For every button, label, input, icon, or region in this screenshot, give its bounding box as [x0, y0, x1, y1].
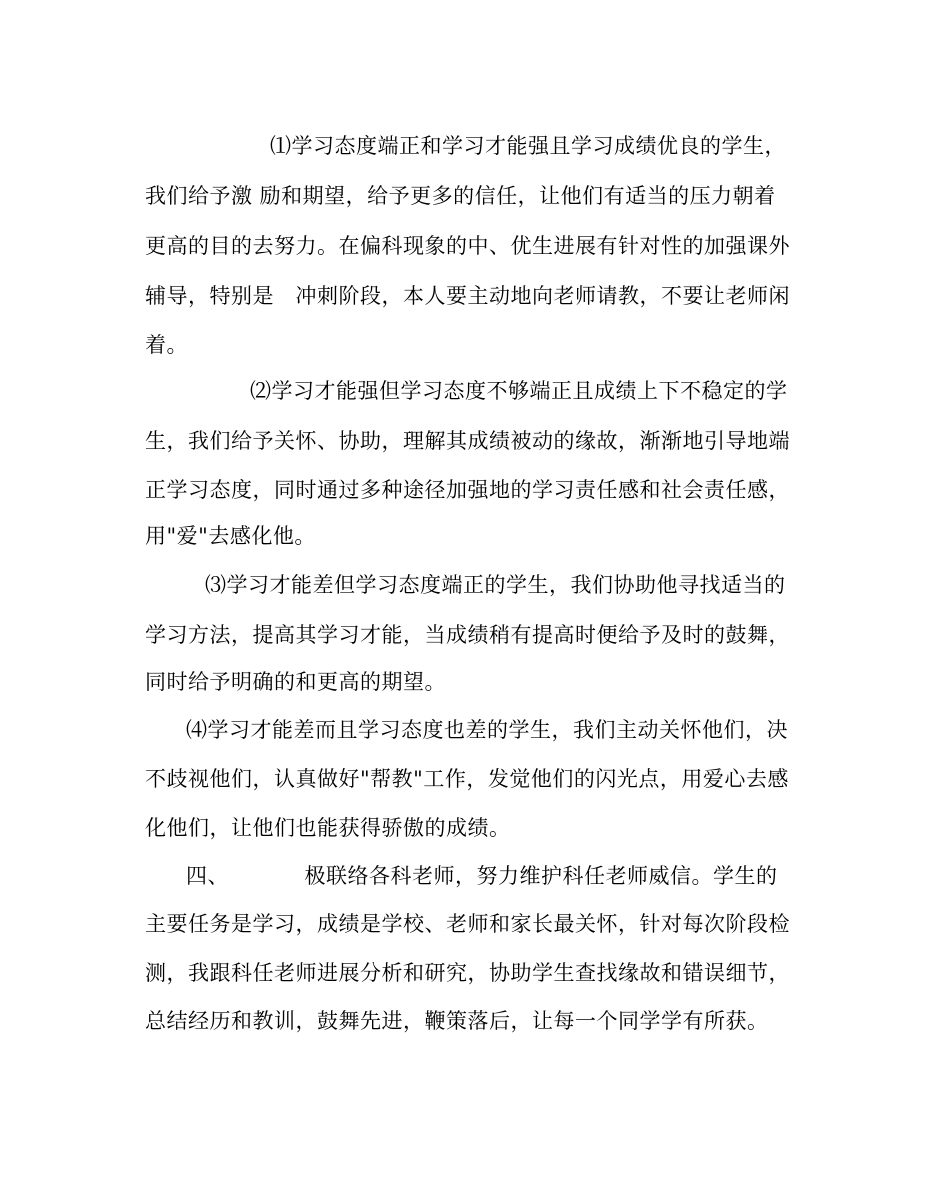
- text-line: 不歧视他们，认真做好"帮教"工作，发觉他们的闪光点，用爱心去感: [145, 767, 789, 791]
- text-line: ⑴学习态度端正和学习才能强且学习成绩优良的学生，: [270, 134, 786, 158]
- text-line: 四、 极联络各科老师，努力维护科任老师威信。学生的: [186, 864, 778, 888]
- text-line: 主要任务是学习，成绩是学校、老师和家长最关怀，针对每次阶段检: [145, 912, 790, 936]
- text-line: 我们给予激 励和期望，给予更多的信任，让他们有适当的压力朝着: [145, 184, 776, 208]
- text-line: 更高的目的去努力。在偏科现象的中、优生进展有针对性的加强课外: [145, 234, 790, 258]
- text-line: 测，我跟科任老师进展分析和研究，协助学生查找缘故和错误细节，: [145, 961, 790, 985]
- text-line: 用"爱"去感化他。: [145, 524, 316, 548]
- text-line: ⑵学习才能强但学习态度不够端正且成绩上下不稳定的学: [250, 379, 788, 403]
- text-line: 正学习态度，同时通过多种途径加强地的学习责任感和社会责任感，: [145, 478, 790, 502]
- text-line: 生，我们给予关怀、协助，理解其成绩被动的缘故，渐渐地引导地端: [145, 429, 790, 453]
- text-line: 辅导，特别是 冲刺阶段，本人要主动地向老师请教，不要让老师闲: [145, 284, 790, 308]
- text-line: 同时给予明确的和更高的期望。: [145, 670, 446, 694]
- text-line: 总结经历和教训，鼓舞先进，鞭策落后，让每一个同学学有所获。: [145, 1009, 769, 1033]
- text-line: 化他们，让他们也能获得骄傲的成绩。: [145, 816, 511, 840]
- text-line: ⑷学习才能差而且学习态度也差的学生，我们主动关怀他们，决: [186, 718, 788, 742]
- text-line: 着。: [145, 333, 188, 357]
- text-line: 学习方法，提高其学习才能，当成绩稍有提高时便给予及时的鼓舞，: [145, 623, 790, 647]
- text-line: ⑶学习才能差但学习态度端正的学生，我们协助他寻找适当的: [205, 573, 786, 597]
